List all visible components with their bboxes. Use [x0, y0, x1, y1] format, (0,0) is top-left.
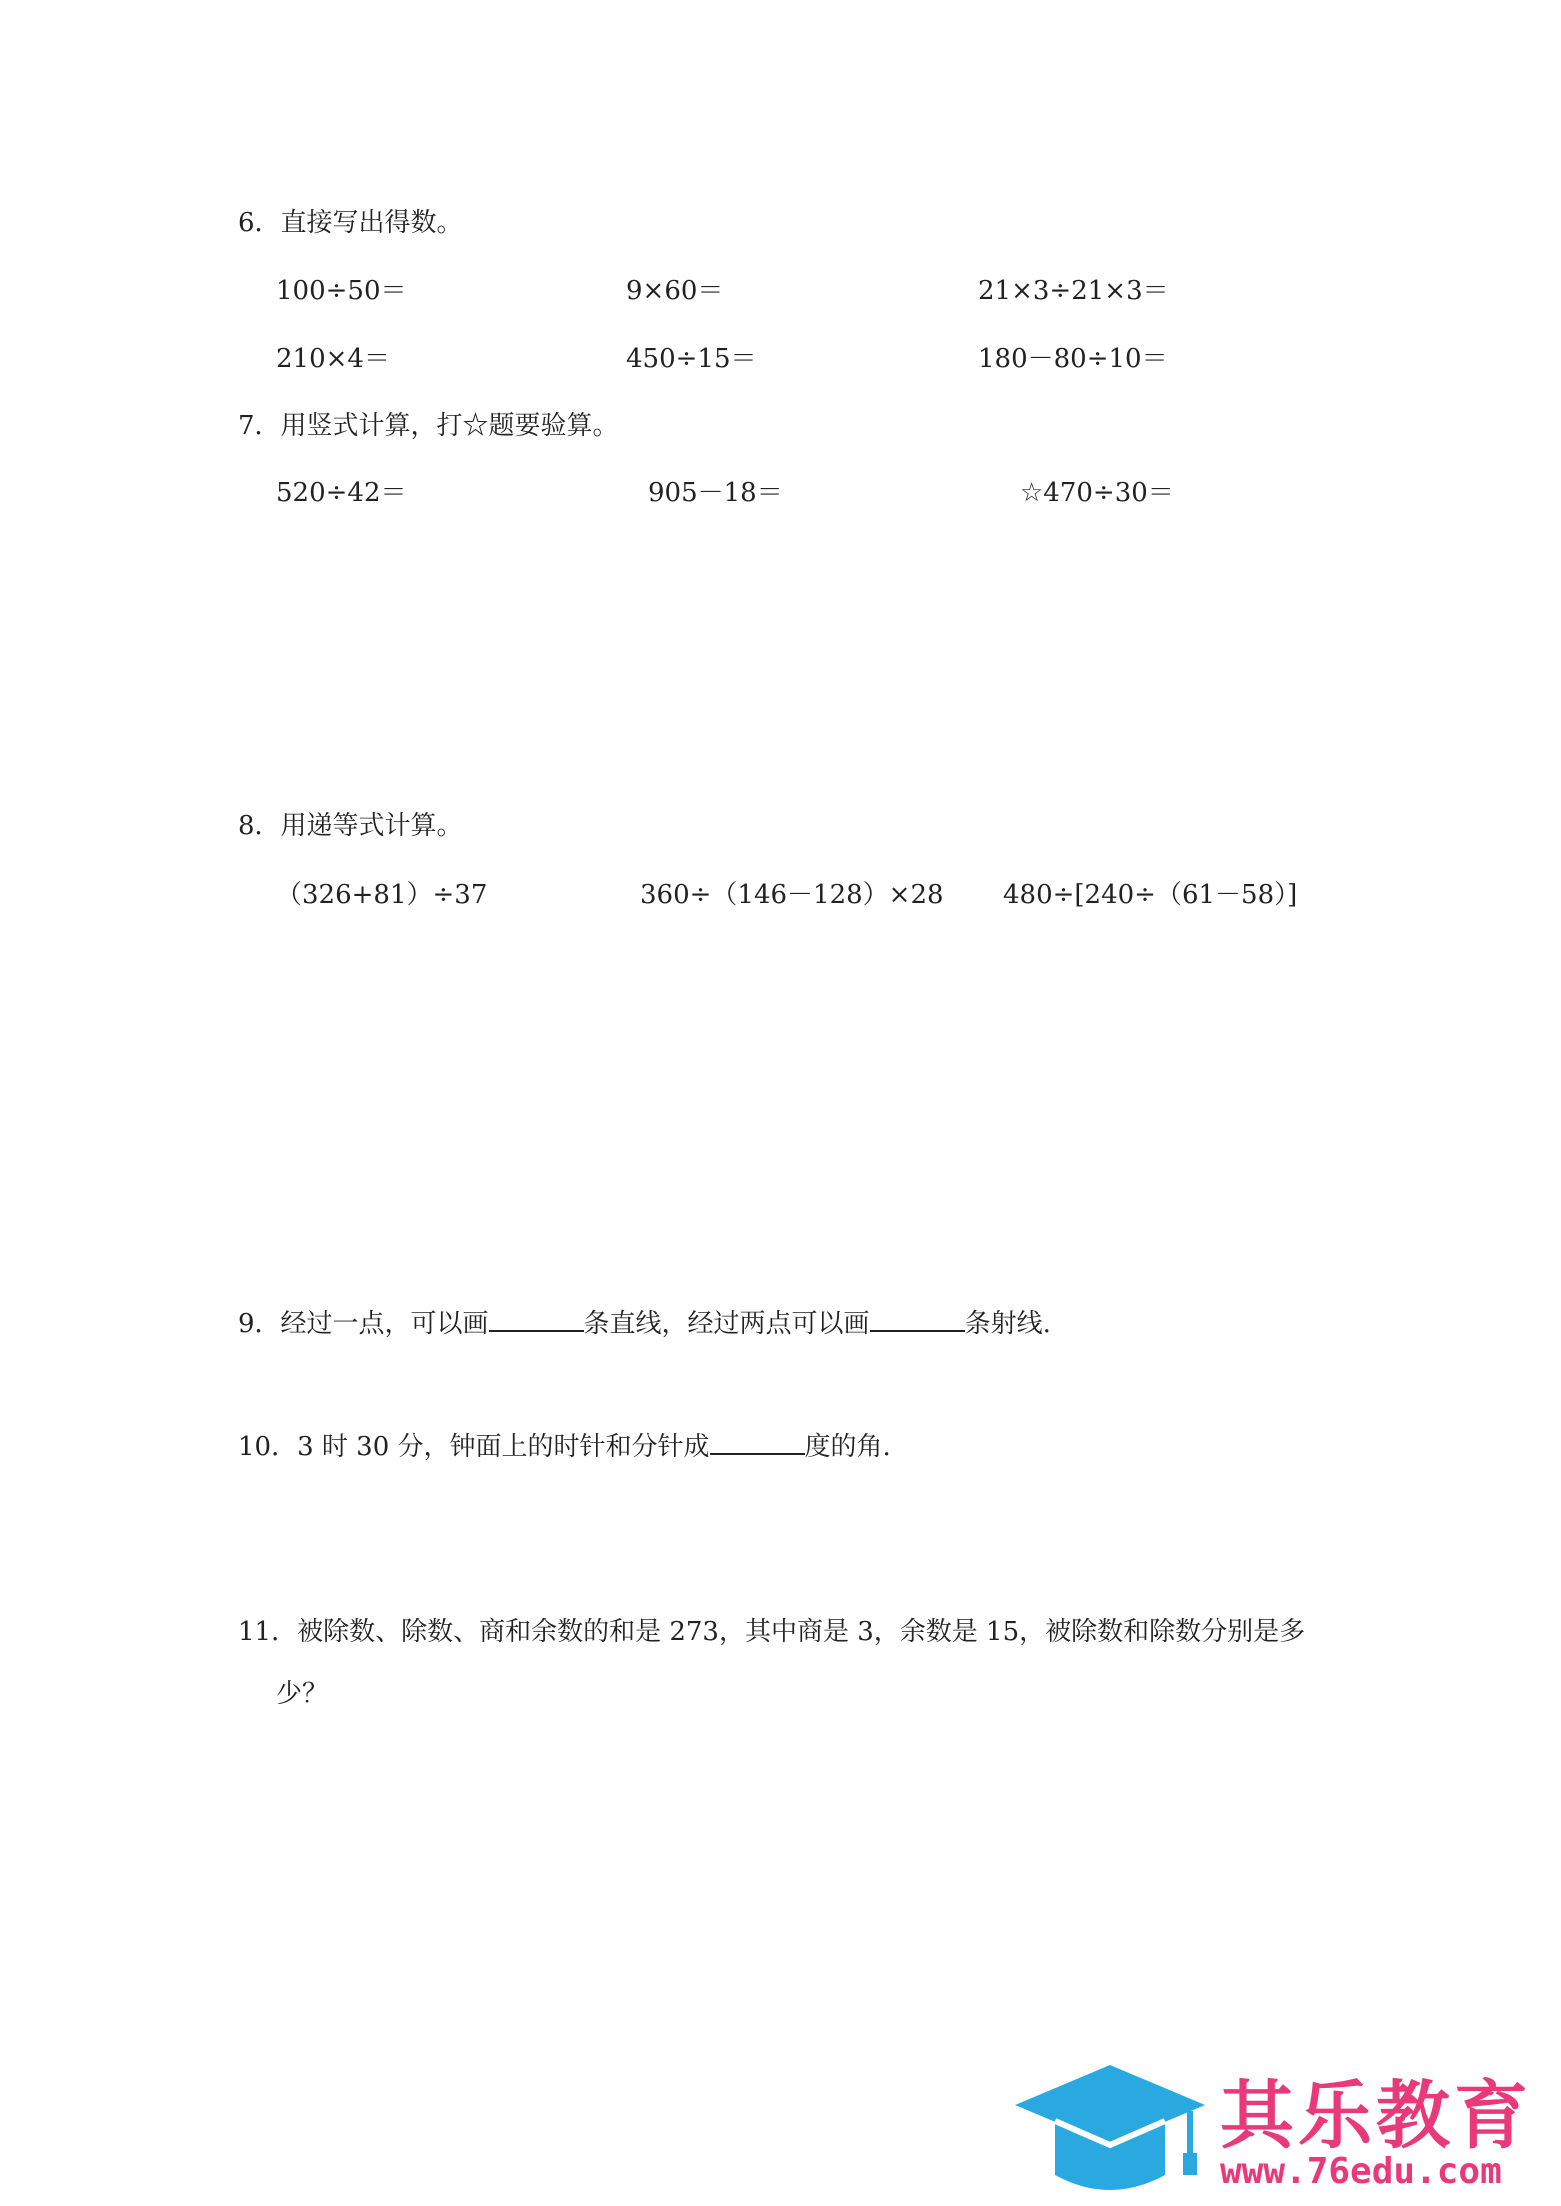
q9-text-1: 9．经过一点，可以画 [238, 1309, 489, 1339]
q6-expr-1: 100÷50＝ [276, 276, 407, 306]
q7-expr-3: ☆470÷30＝ [1020, 478, 1174, 508]
q10-blank[interactable] [710, 1431, 805, 1455]
graduation-cap-icon [1015, 2055, 1215, 2205]
logo-name: 其乐教育 [1220, 2073, 1532, 2159]
logo-url: www.76edu.com [1220, 2151, 1502, 2192]
q6-expr-5: 450÷15＝ [626, 344, 757, 374]
q6-expr-6: 180－80÷10＝ [978, 344, 1168, 374]
q9-text-2: 条直线，经过两点可以画 [583, 1309, 870, 1339]
q6-expr-4: 210×4＝ [276, 344, 390, 374]
q9-blank-1[interactable] [489, 1308, 584, 1332]
q10-text-1: 10．3 时 30 分，钟面上的时针和分针成 [238, 1432, 710, 1462]
q9-blank-2[interactable] [870, 1308, 965, 1332]
question-9 [238, 1303, 1051, 1340]
q7-expr-1: 520÷42＝ [276, 478, 407, 508]
q9-text-3: 条射线. [964, 1309, 1051, 1339]
q10-text-2: 度的角. [804, 1432, 891, 1462]
question-8-title: 8．用递等式计算。 [238, 811, 463, 841]
q8-expr-3: 480÷[240÷（61－58）] [1003, 880, 1298, 910]
brand-logo [1015, 2055, 1555, 2205]
q7-expr-2: 905－18＝ [648, 478, 783, 508]
q8-expr-1: （326+81）÷37 [276, 880, 488, 910]
question-7-title: 7．用竖式计算，打☆题要验算。 [238, 411, 619, 441]
q6-expr-3: 21×3÷21×3＝ [978, 276, 1169, 306]
q8-expr-2: 360÷（146－128）×28 [640, 880, 944, 910]
q6-expr-2: 9×60＝ [626, 276, 724, 306]
question-10 [238, 1426, 891, 1463]
question-11-line-2: 少？ [276, 1679, 329, 1709]
question-11-line-1: 11．被除数、除数、商和余数的和是 273，其中商是 3，余数是 15，被除数和除数分别是多 [238, 1617, 1306, 1647]
question-6-title: 6．直接写出得数。 [238, 208, 463, 238]
